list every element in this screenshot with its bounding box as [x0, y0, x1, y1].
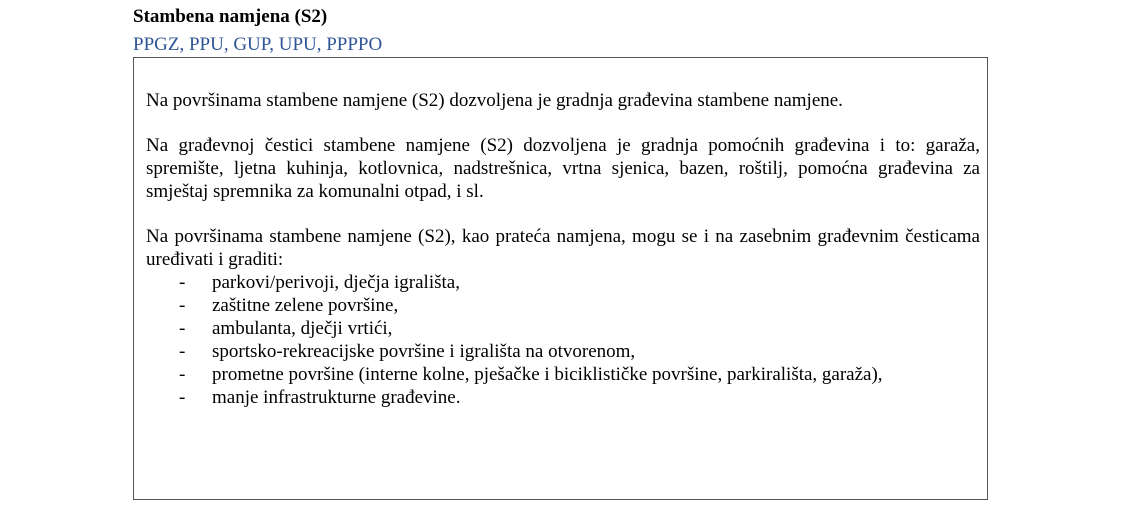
- dash-marker: -: [179, 318, 186, 339]
- dash-marker: -: [179, 295, 186, 316]
- accompanying-use-list: [146, 271, 980, 409]
- section-title: Stambena namjena (S2): [133, 6, 328, 27]
- list-item: [146, 317, 980, 340]
- paragraph-auxiliary-buildings: Na građevnoj čestici stambene namjene (S2) dozvoljena je gradnja pomoćnih građevina i to: garaža, spremište, ljetna kuhinja, kotlovnica, nadstrešnica, vrtna sjenica, bazen, roštilj, pomoćna građevina za smještaj spremnika za komunalni otpad, i sl.: [146, 135, 980, 202]
- plan-types-subtitle: PPGZ, PPU, GUP, UPU, PPPPO: [133, 34, 383, 55]
- list-item: [146, 271, 980, 294]
- list-item: [146, 340, 980, 363]
- dash-marker: -: [179, 364, 186, 385]
- list-item-text: prometne površine (interne kolne, pješačke i biciklističke površine, parkirališta, garaža),: [212, 364, 883, 385]
- list-item-text: ambulanta, dječji vrtići,: [212, 318, 393, 339]
- list-item: [146, 294, 980, 317]
- dash-marker: -: [179, 341, 186, 362]
- list-item-text: manje infrastrukturne građevine.: [212, 387, 461, 408]
- list-item: [146, 363, 980, 386]
- content-body: [146, 89, 980, 409]
- content-box: [133, 57, 988, 500]
- list-item: [146, 386, 980, 409]
- list-item-text: sportsko-rekreacijske površine i igrališta na otvorenom,: [212, 341, 636, 362]
- dash-marker: -: [179, 272, 186, 293]
- list-item-text: zaštitne zelene površine,: [212, 295, 399, 316]
- dash-marker: -: [179, 387, 186, 408]
- paragraph-residential-use: Na površinama stambene namjene (S2) dozvoljena je gradnja građevina stambene namjene.: [146, 90, 843, 111]
- paragraph-accompanying-use: Na površinama stambene namjene (S2), kao prateća namjena, mogu se i na zasebnim građevnim česticama uređivati i graditi:: [146, 226, 980, 270]
- list-item-text: parkovi/perivoji, dječja igrališta,: [212, 272, 460, 293]
